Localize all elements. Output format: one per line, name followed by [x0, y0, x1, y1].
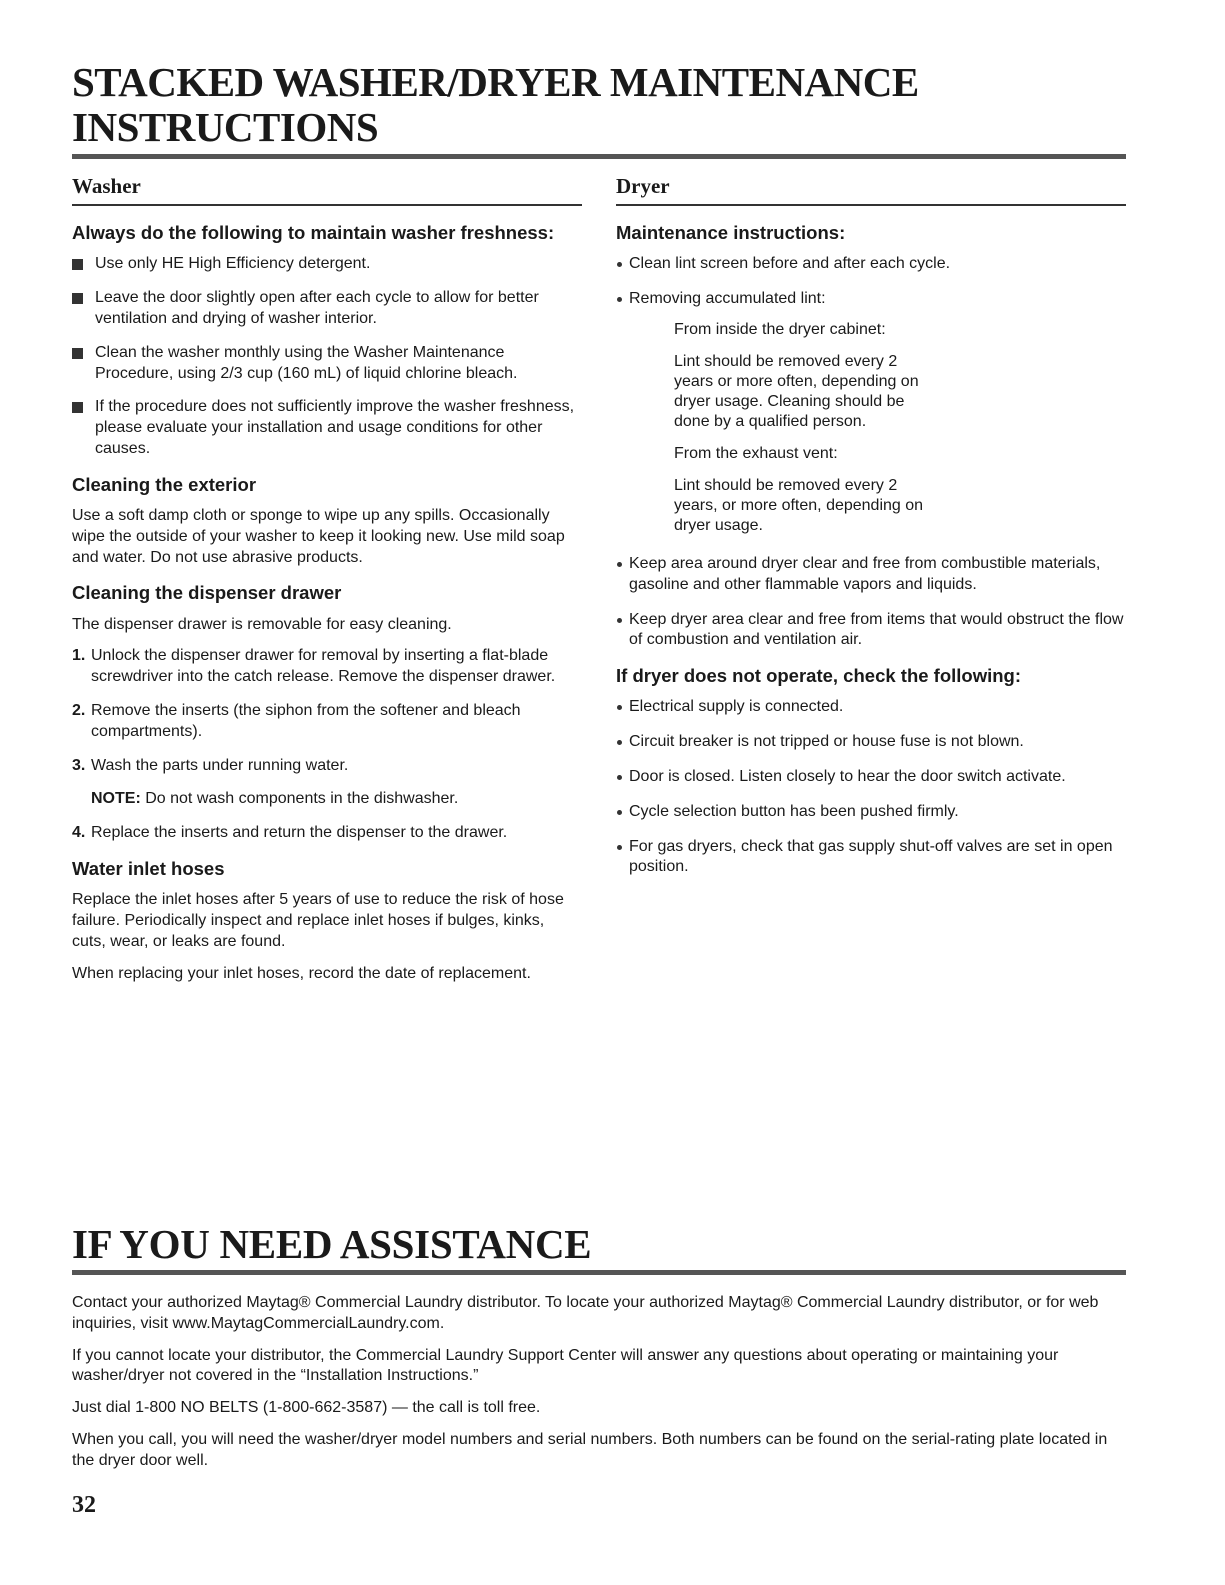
step-text: Wash the parts under running water.	[91, 756, 349, 774]
list-item	[616, 802, 1126, 823]
bullet-icon	[617, 810, 622, 815]
dispenser-steps	[72, 646, 582, 776]
list-item	[616, 610, 1126, 652]
list-item	[616, 554, 1126, 596]
list-item-text: Use only HE High Efficiency detergent.	[95, 255, 371, 273]
washer-heading: Washer	[72, 175, 582, 206]
dryer-maintenance-heading: Maintenance instructions:	[616, 222, 846, 244]
dryer-check-list	[616, 697, 1126, 878]
dryer-check-heading: If dryer does not operate, check the following:	[616, 665, 1022, 687]
dishwasher-note	[72, 789, 582, 810]
square-bullet-icon	[72, 402, 83, 413]
list-item	[616, 697, 1126, 718]
step-text: Replace the inserts and return the dispenser to the drawer.	[91, 824, 508, 842]
list-item	[72, 343, 582, 385]
list-item	[72, 397, 582, 459]
step-item	[72, 701, 582, 743]
bullet-icon	[617, 845, 622, 850]
dryer-column	[616, 175, 1126, 995]
cabinet-text: Lint should be removed every 2 years or more often, depending on dryer usage. Cleaning should be done by a qualified person.	[674, 353, 919, 431]
list-item-text: Cycle selection button has been pushed firmly.	[629, 802, 959, 820]
list-item-text: Leave the door slightly open after each cycle to allow for better ventilation and drying of washer interior.	[95, 289, 539, 328]
step-number: 3.	[72, 756, 86, 774]
list-item-text: Removing accumulated lint:	[629, 290, 826, 308]
assistance-phone-paragraph: Just dial 1-800 NO BELTS (1-800-662-3587) — the call is toll free.	[72, 1399, 541, 1417]
list-item-text: Door is closed. Listen closely to hear the door switch activate.	[629, 768, 1066, 786]
step-text: Unlock the dispenser drawer for removal by inserting a flat-blade screwdriver into the catch release. Remove the dispenser drawer.	[91, 647, 556, 686]
list-item	[616, 254, 1126, 275]
step-number: 4.	[72, 824, 86, 842]
square-bullet-icon	[72, 259, 83, 270]
list-item-text: Clean the washer monthly using the Washer Maintenance Procedure, using 2/3 cup (160 mL) of liquid chlorine bleach.	[95, 343, 518, 382]
note-text: Do not wash components in the dishwasher.	[145, 790, 459, 808]
vent-text: Lint should be removed every 2 years, or more often, depending on dryer usage.	[674, 477, 924, 535]
list-item-text: Keep area around dryer clear and free from combustible materials, gasoline and other flammable vapors and liquids.	[629, 555, 1101, 593]
vent-label: From the exhaust vent:	[674, 445, 838, 463]
bullet-icon	[617, 618, 622, 623]
step-text: Remove the inserts (the siphon from the softener and bleach compartments).	[91, 702, 521, 740]
hoses-record-text: When replacing your inlet hoses, record the date of replacement.	[72, 964, 531, 982]
square-bullet-icon	[72, 293, 83, 304]
step-item	[72, 756, 582, 777]
dispenser-heading: Cleaning the dispenser drawer	[72, 582, 342, 604]
list-item-text: Electrical supply is connected.	[629, 698, 844, 716]
two-column-layout	[72, 175, 1126, 995]
bullet-icon	[617, 562, 622, 567]
list-item-text: Circuit breaker is not tripped or house fuse is not blown.	[629, 733, 1024, 751]
list-item-text: If the procedure does not sufficiently improve the washer freshness, please evaluate your installation and usage conditions for other causes.	[95, 398, 575, 458]
dryer-area-list	[616, 554, 1126, 651]
list-item	[616, 767, 1126, 788]
dispenser-intro: The dispenser drawer is removable for easy cleaning.	[72, 615, 452, 633]
cabinet-label: From inside the dryer cabinet:	[674, 321, 886, 339]
list-item-text: Clean lint screen before and after each cycle.	[629, 255, 951, 273]
bullet-icon	[617, 262, 622, 267]
step-item	[72, 646, 582, 688]
step-item	[72, 823, 582, 844]
list-item	[72, 254, 582, 275]
assistance-paragraph: Contact your authorized Maytag® Commercial Laundry distributor. To locate your authorized Maytag® Commercial Laundry distributor, or for web inquiries, visit www.MaytagCommercialLaundry.com.	[72, 1294, 1099, 1332]
washer-column	[72, 175, 582, 995]
assistance-section	[72, 1222, 1126, 1483]
bullet-icon	[617, 775, 622, 780]
hoses-heading: Water inlet hoses	[72, 857, 225, 879]
page-title: STACKED WASHER/DRYER MAINTENANCE INSTRUCTIONS	[72, 60, 1126, 159]
list-item	[616, 289, 1126, 310]
washer-freshness-heading: Always do the following to maintain washer freshness:	[72, 222, 555, 244]
freshness-list	[72, 254, 582, 459]
hoses-text: Replace the inlet hoses after 5 years of use to reduce the risk of hose failure. Periodically inspect and replace inlet hoses if bulges, kinks, cuts, wear, or leaks are found.	[72, 891, 564, 950]
assistance-paragraph: If you cannot locate your distributor, the Commercial Laundry Support Center will answer any questions about operating or maintaining your washer/dryer not covered in the “Installation Instructions.”	[72, 1346, 1059, 1385]
list-item-text: For gas dryers, check that gas supply shut-off valves are set in open position.	[629, 837, 1113, 876]
step-number: 1.	[72, 647, 86, 665]
dryer-maintenance-list	[616, 254, 1126, 310]
exterior-text: Use a soft damp cloth or sponge to wipe up any spills. Occasionally wipe the outside of your washer to keep it looking new. Use mild soap and water. Do not use abrasive products.	[72, 507, 565, 566]
maintenance-section	[72, 60, 1126, 995]
bullet-icon	[617, 705, 622, 710]
list-item	[616, 837, 1126, 879]
bullet-icon	[617, 740, 622, 745]
page-number: 32	[72, 1492, 96, 1518]
assistance-heading: IF YOU NEED ASSISTANCE	[72, 1222, 1126, 1275]
dispenser-steps-cont	[72, 823, 582, 844]
list-item	[72, 288, 582, 330]
note-label: NOTE:	[91, 790, 141, 808]
dryer-heading: Dryer	[616, 175, 1126, 206]
assistance-paragraph: When you call, you will need the washer/dryer model numbers and serial numbers. Both numbers can be found on the serial-rating plate located in the dryer door well.	[72, 1431, 1108, 1469]
bullet-icon	[617, 297, 622, 302]
list-item	[616, 732, 1126, 753]
step-number: 2.	[72, 702, 86, 719]
list-item-text: Keep dryer area clear and free from items that would obstruct the flow of combustion and ventilation air.	[629, 610, 1124, 649]
exterior-heading: Cleaning the exterior	[72, 473, 257, 495]
square-bullet-icon	[72, 348, 83, 359]
